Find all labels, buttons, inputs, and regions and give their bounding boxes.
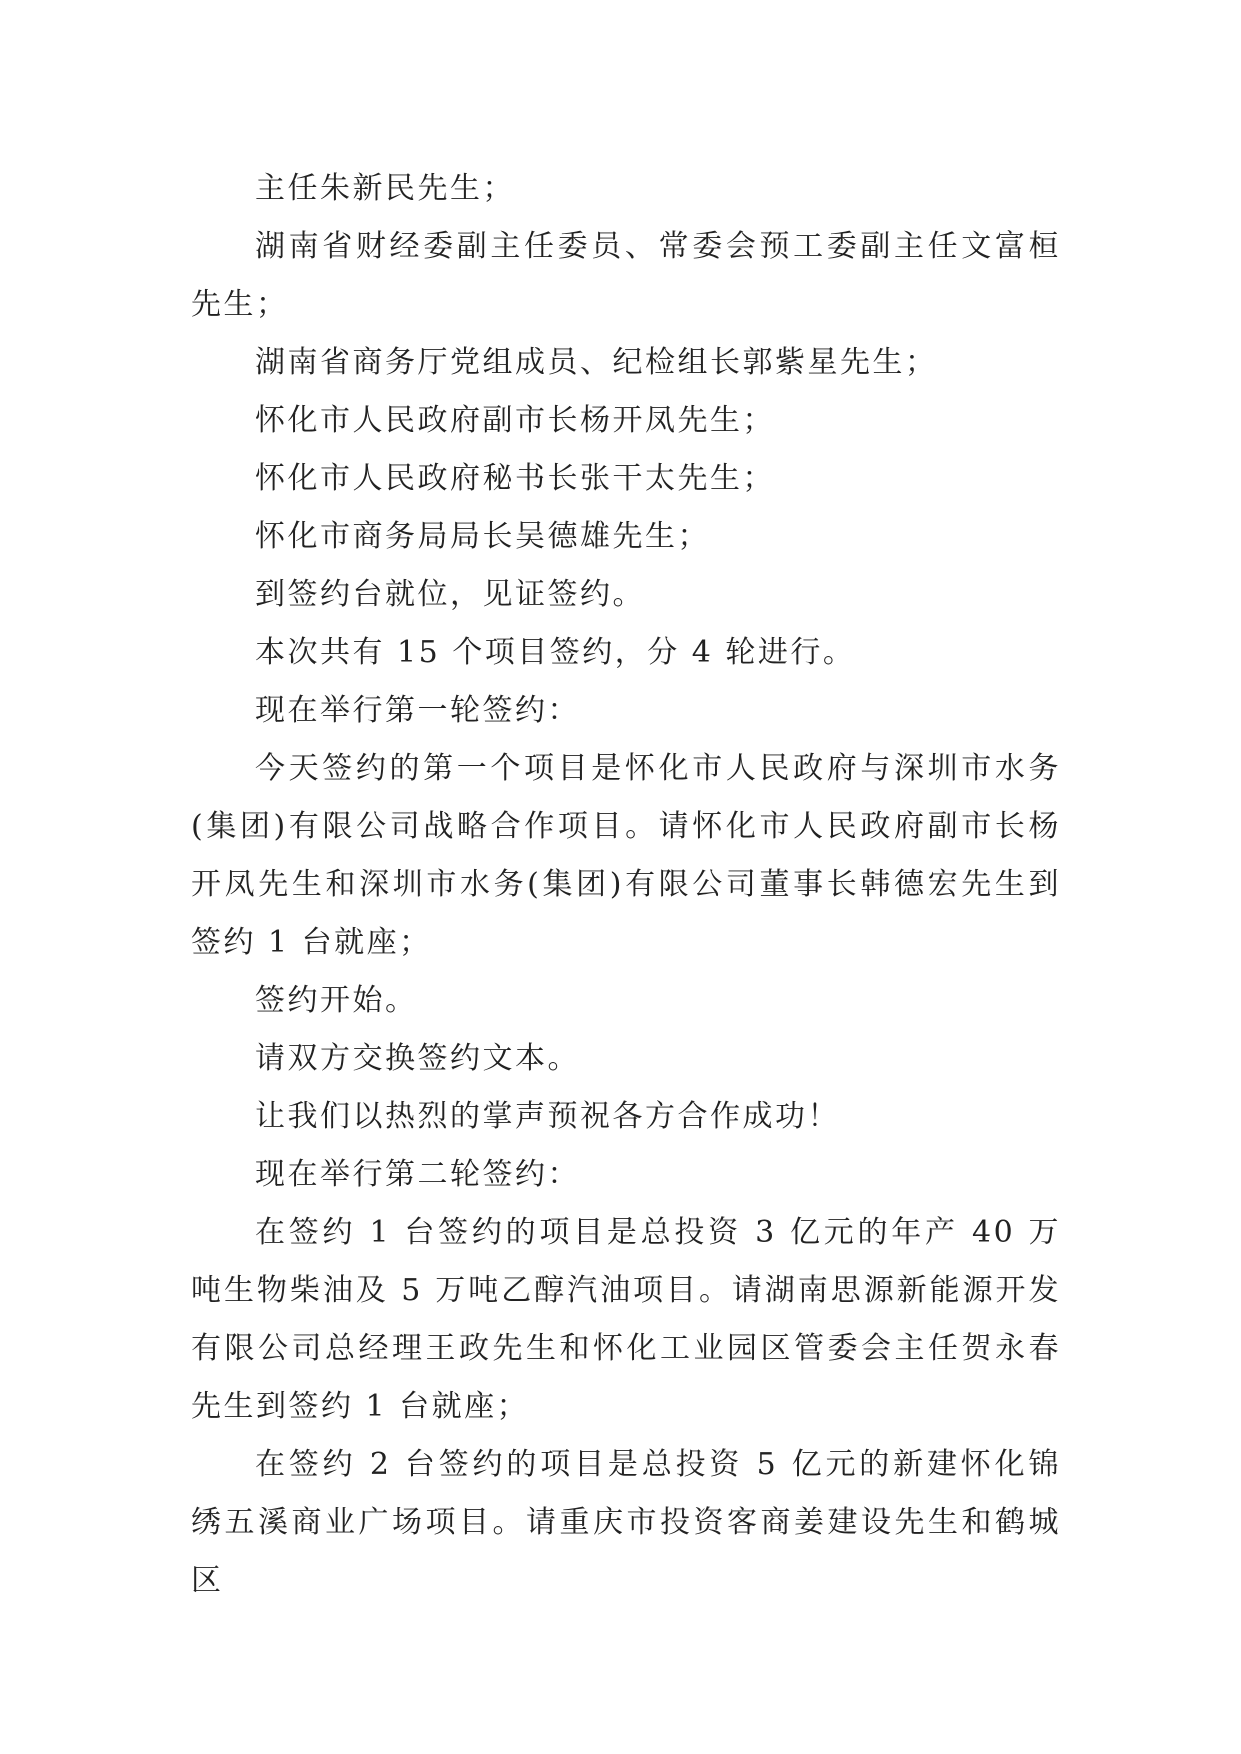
paragraph-12: 请双方交换签约文本。: [255, 1041, 580, 1076]
paragraph-1: 主任朱新民先生；: [255, 171, 515, 206]
paragraph-14: 现在举行第二轮签约：: [255, 1157, 580, 1192]
paragraph-2: 湖南省财经委副主任委员、常委会预工委副主任文富桓先生；: [191, 229, 1061, 322]
paragraph-13: 让我们以热烈的掌声预祝各方合作成功！: [255, 1099, 840, 1134]
paragraph-4: 怀化市人民政府副市长杨开凤先生；: [255, 403, 775, 438]
paragraph-9: 现在举行第一轮签约：: [255, 693, 580, 728]
paragraph-16: 在签约 2 台签约的项目是总投资 5 亿元的新建怀化锦绣五溪商业广场项目。请重庆市投资客商姜建设先生和鹤城区: [191, 1447, 1061, 1598]
paragraph-15: 在签约 1 台签约的项目是总投资 3 亿元的年产 40 万吨生物柴油及 5 万吨乙醇汽油项目。请湖南思源新能源开发有限公司总经理王政先生和怀化工业园区管委会主任贺永春先生到签约 1 台就座；: [191, 1215, 1061, 1424]
paragraph-10: 今天签约的第一个项目是怀化市人民政府与深圳市水务(集团)有限公司战略合作项目。请怀化市人民政府副市长杨开凤先生和深圳市水务(集团)有限公司董事长韩德宏先生到签约 1 台就座；: [191, 751, 1061, 960]
paragraph-6: 怀化市商务局局长吴德雄先生；: [255, 519, 710, 554]
paragraph-8: 本次共有 15 个项目签约，分 4 轮进行。: [255, 635, 856, 670]
paragraph-7: 到签约台就位，见证签约。: [255, 577, 645, 612]
paragraph-3: 湖南省商务厅党组成员、纪检组长郭紫星先生；: [255, 345, 938, 380]
document-body: [191, 160, 1061, 1610]
paragraph-5: 怀化市人民政府秘书长张干太先生；: [255, 461, 775, 496]
paragraph-11: 签约开始。: [255, 983, 418, 1018]
